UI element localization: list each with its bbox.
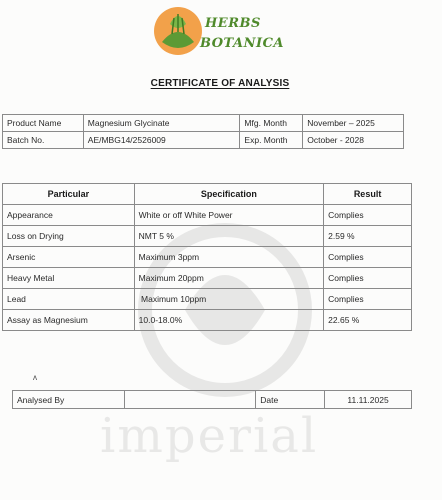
table-row (3, 247, 412, 268)
exp-month-label: Exp. Month (240, 132, 303, 149)
analysed-by-label: Analysed By (13, 391, 125, 409)
table-row (3, 226, 412, 247)
mfg-month-label: Mfg. Month (240, 115, 303, 132)
analyst-name (124, 391, 256, 409)
product-name-label: Product Name (3, 115, 84, 132)
batch-no-value: AE/MBG14/2526009 (83, 132, 240, 149)
result-cell: Complies (324, 268, 412, 289)
result-cell: Complies (324, 289, 412, 310)
particular-cell: Heavy Metal (3, 268, 135, 289)
table-row (3, 310, 412, 331)
result-cell: 2.59 % (324, 226, 412, 247)
header-particular: Particular (3, 184, 135, 205)
result-cell: 22.65 % (324, 310, 412, 331)
batch-no-label: Batch No. (3, 132, 84, 149)
pen-mark: ᴧ (33, 373, 37, 382)
table-row (3, 289, 412, 310)
mfg-month-value: November – 2025 (303, 115, 404, 132)
table-row (3, 132, 404, 149)
specification-cell: Maximum 20ppm (134, 268, 324, 289)
header-result: Result (324, 184, 412, 205)
product-name-value: Magnesium Glycinate (83, 115, 240, 132)
specification-cell: White or off White Power (134, 205, 324, 226)
table-row (13, 391, 412, 409)
result-cell: Complies (324, 205, 412, 226)
watermark-text: imperial (100, 408, 319, 464)
exp-month-value: October - 2028 (303, 132, 404, 149)
result-cell: Complies (324, 247, 412, 268)
signature-table (12, 390, 412, 409)
specification-cell: Maximum 10ppm (134, 289, 324, 310)
table-row (3, 268, 412, 289)
particular-cell: Loss on Drying (3, 226, 135, 247)
header-specification: Specification (134, 184, 324, 205)
particular-cell: Assay as Magnesium (3, 310, 135, 331)
brand-logo (150, 2, 284, 60)
logo-text-herbs: HERBS (205, 16, 261, 31)
title-text: CERTIFICATE OF ANALYSIS (150, 78, 290, 89)
table-row (3, 205, 412, 226)
logo-text-botanica: BOTANICA (200, 36, 284, 51)
particular-cell: Appearance (3, 205, 135, 226)
particular-cell: Lead (3, 289, 135, 310)
specification-cell: Maximum 3ppm (134, 247, 324, 268)
particular-cell: Arsenic (3, 247, 135, 268)
specification-cell: NMT 5 % (134, 226, 324, 247)
product-info-table (2, 114, 404, 149)
date-label: Date (256, 391, 325, 409)
date-value: 11.11.2025 (325, 391, 412, 409)
table-row (3, 115, 404, 132)
document-title (0, 78, 442, 89)
specification-cell: 10.0-18.0% (134, 310, 324, 331)
specification-table (2, 183, 412, 331)
table-header-row (3, 184, 412, 205)
